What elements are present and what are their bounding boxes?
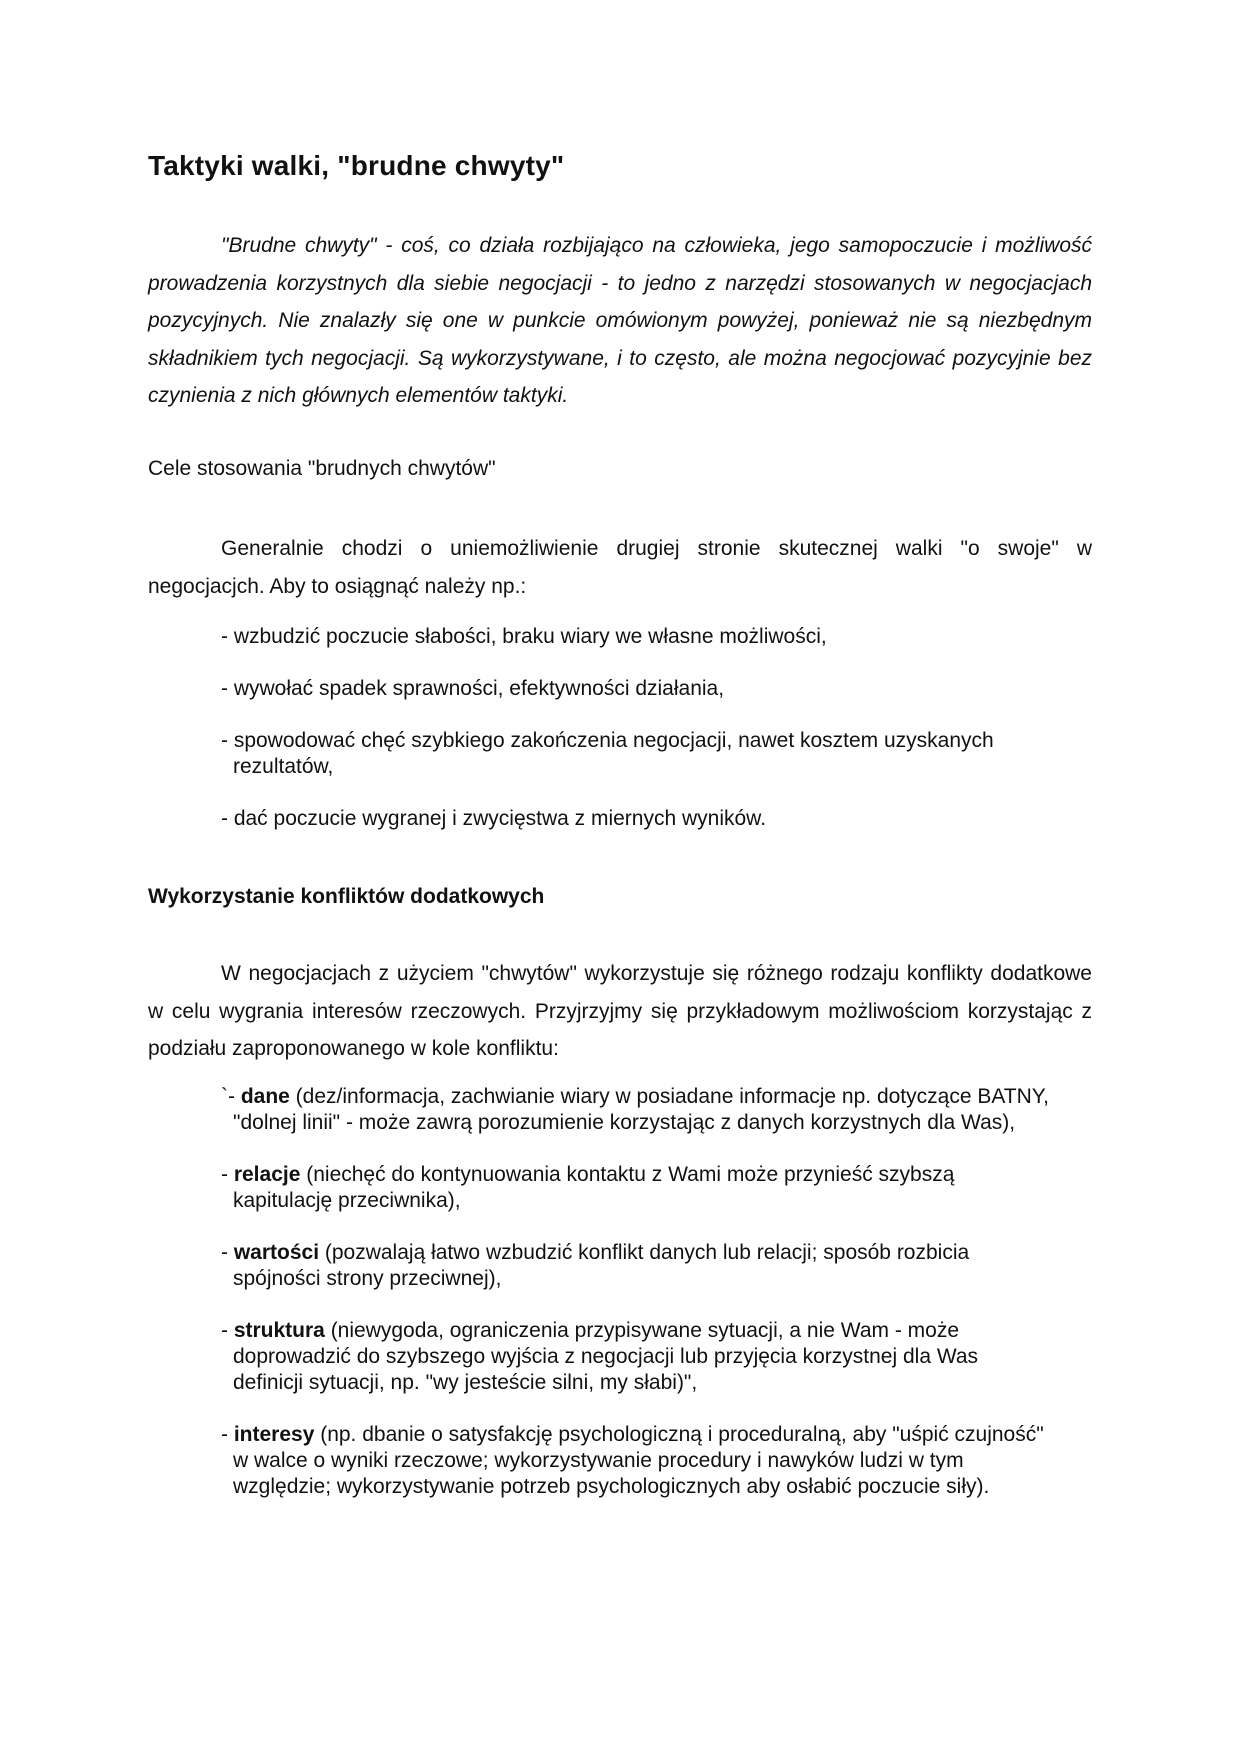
goals-list <box>221 624 1051 858</box>
conflict-description: (niewygoda, ograniczenia przypisywane sytuacji, a nie Wam - może doprowadzić do szybszego wyjścia z negocjacji lub przyjęcia korzystnej dla Was definicji sytuacji, np. "wy jesteście silni, my słabi)", <box>233 1319 979 1394</box>
conflict-term: relacje <box>233 1163 301 1186</box>
conflict-item-interesy <box>221 1422 1051 1500</box>
conflict-prefix: `- <box>221 1085 241 1108</box>
conflict-item-wartosci <box>221 1240 1051 1292</box>
goal-item-4: - dać poczucie wygranej i zwycięstwa z miernych wyników. <box>221 807 767 830</box>
document-title: Taktyki walki, "brudne chwyty" <box>148 150 565 181</box>
conflict-list <box>221 1084 1051 1526</box>
conflict-description: (dez/informacja, zachwianie wiary w posiadane informacje np. dotyczące BATNY, "dolnej linii" - może zawrą porozumienie korzystając z danych korzystnych dla Was), <box>233 1085 1049 1134</box>
conflict-term: wartości <box>233 1241 320 1264</box>
conflict-item-dane <box>221 1084 1051 1136</box>
conflict-item-struktura <box>221 1318 1051 1396</box>
conflict-prefix: - <box>221 1319 234 1342</box>
conflict-description: (np. dbanie o satysfakcję psychologiczną i proceduralną, aby "uśpić czujność" w walce o wyniki rzeczowe; wykorzystywanie procedury i nawyków ludzi w tym względzie; wykorzystywanie potrzeb psychologicznych aby osłabić poczucie siły). <box>233 1423 1044 1498</box>
goal-item-2: - wywołać spadek sprawności, efektywności działania, <box>221 677 725 700</box>
conflict-term: interesy <box>233 1423 315 1446</box>
conflict-term: struktura <box>233 1319 325 1342</box>
conflict-prefix: - <box>221 1423 234 1446</box>
conflict-description: (niechęć do kontynuowania kontaktu z Wami może przynieść szybszą kapitulację przeciwnika), <box>233 1163 955 1212</box>
conflict-term: dane <box>240 1085 290 1108</box>
goal-item-1: - wzbudzić poczucie słabości, braku wiary we własne możliwości, <box>221 625 827 648</box>
conflict-description: (pozwalają łatwo wzbudzić konflikt danych lub relacji; sposób rozbicia spójności strony przeciwnej), <box>233 1241 970 1290</box>
conflict-prefix: - <box>221 1241 234 1264</box>
conflict-item-relacje <box>221 1162 1051 1214</box>
intro-paragraph: "Brudne chwyty" - coś, co działa rozbijająco na człowieka, jego samopoczucie i możliwość prowadzenia korzystnych dla siebie negocjacji - to jedno z narzędzi stosowanych w negocjacjach pozycyjnych. Nie znalazły się one w punkcie omówionym powyżej, ponieważ nie są niezbędnym składnikiem tych negocjacji. Są wykorzystywane, i to często, ale można negocjować pozycyjnie bez czynienia z nich głównych elementów taktyki. <box>148 234 1092 407</box>
section-heading: Wykorzystanie konfliktów dodatkowych <box>148 885 545 908</box>
goals-heading: Cele stosowania "brudnych chwytów" <box>148 457 496 480</box>
conflict-prefix: - <box>221 1163 234 1186</box>
goal-item-3: - spowodować chęć szybkiego zakończenia negocjacji, nawet kosztem uzyskanych rezultatów, <box>221 729 994 778</box>
section-paragraph: W negocjacjach z użyciem "chwytów" wykorzystuje się różnego rodzaju konflikty dodatkowe w celu wygrania interesów rzeczowych. Przyjrzyjmy się przykładowym możliwościom korzystając z podziału zaproponowanego w kole konfliktu: <box>148 962 1092 1060</box>
goals-paragraph: Generalnie chodzi o uniemożliwienie drugiej stronie skutecznej walki "o swoje" w negocjacjch. Aby to osiągnąć należy np.: <box>148 537 1092 598</box>
